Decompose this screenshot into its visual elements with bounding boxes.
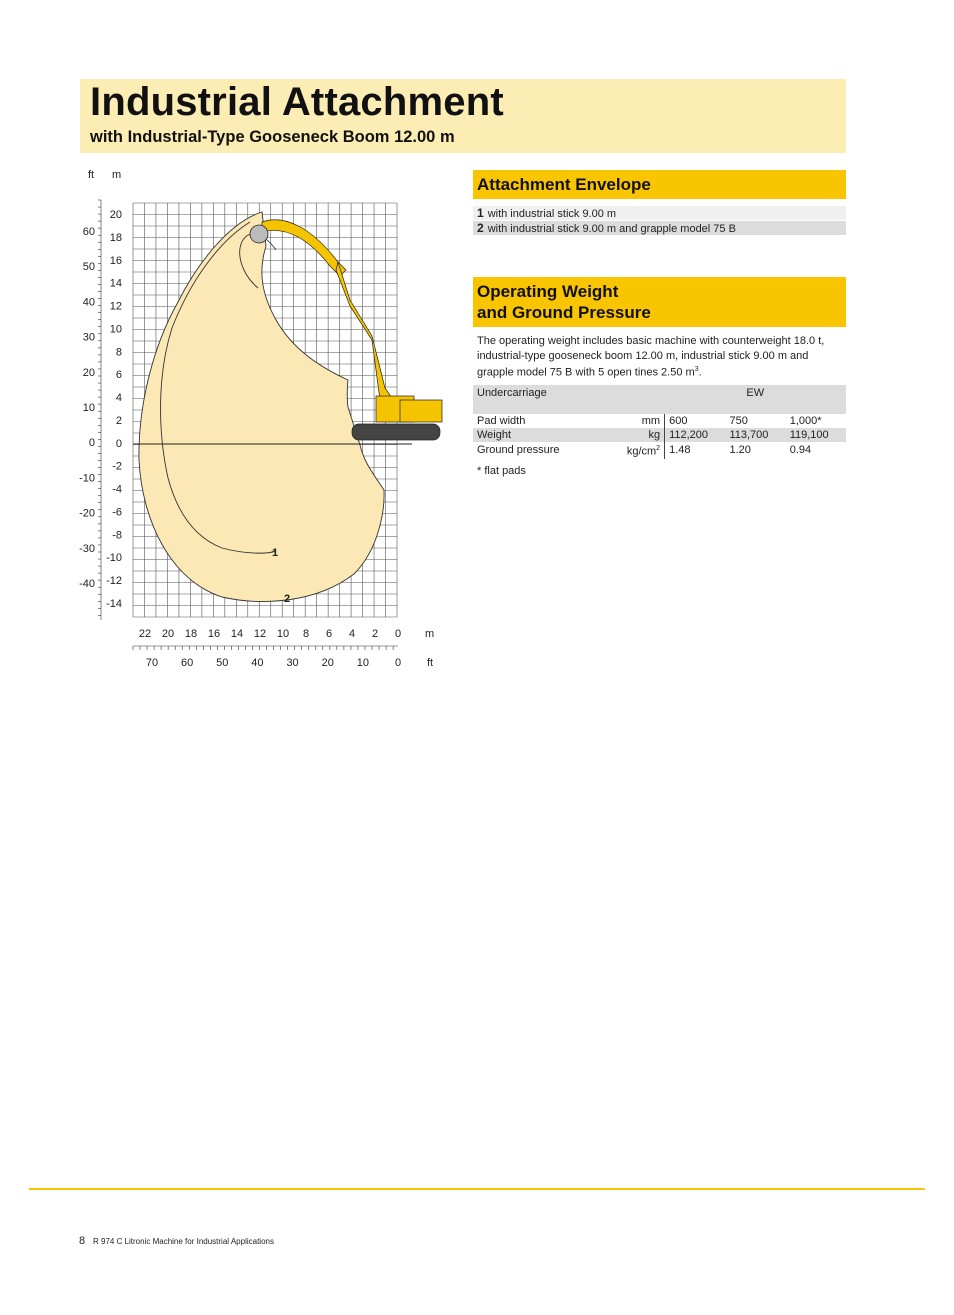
description-end: . (698, 366, 702, 379)
m-tick-label: 10 (109, 323, 122, 336)
m-tick-label: 0 (394, 628, 402, 640)
operating-description (477, 334, 837, 380)
envelope-item-number: 2 (477, 221, 484, 235)
ft-tick-label: 0 (394, 657, 402, 669)
curve-label-2: 2 (284, 593, 291, 605)
row-value: 1.48 (669, 444, 691, 457)
ft-tick-label: 40 (251, 657, 264, 669)
table-row (473, 428, 846, 442)
m-tick-label: 18 (184, 628, 198, 640)
bottom-m-unit: m (425, 628, 435, 640)
m-tick-label: 0 (115, 437, 122, 450)
envelope-item-text: with industrial stick 9.00 m and grapple model 75 B (487, 223, 736, 235)
cubic-superscript: 3 (694, 366, 699, 373)
ft-tick-label: -20 (79, 507, 95, 520)
m-tick-label: 20 (109, 209, 122, 221)
undercarriage (352, 424, 440, 440)
row-label: Pad width (477, 415, 526, 427)
m-tick-label: 14 (230, 628, 244, 640)
ft-tick-label: 10 (356, 657, 369, 669)
ft-tick-label: 30 (286, 657, 299, 669)
ft-axis-unit: ft (88, 169, 95, 181)
row-value: 113,700 (725, 428, 785, 442)
ft-tick-label: 0 (88, 437, 95, 450)
m-tick-label: 12 (253, 628, 267, 640)
m-tick-label: 2 (371, 628, 379, 640)
row-label: Ground pressure (477, 444, 560, 457)
operating-weight-table (473, 385, 846, 459)
m-tick-label: -6 (112, 506, 122, 519)
row-value: 750 (729, 415, 748, 427)
m-tick-label: 4 (348, 628, 356, 640)
table-header-row (473, 385, 846, 414)
footer-document-title: R 974 C Litronic Machine for Industrial Applications (93, 1237, 274, 1246)
m-tick-label: 18 (109, 231, 122, 244)
row-unit: kg (611, 428, 665, 442)
m-tick-label: -8 (112, 529, 122, 542)
row-unit: $kg/cm^2$ (611, 442, 665, 459)
m-tick-label: 14 (109, 277, 122, 290)
grapple (250, 225, 268, 243)
m-tick-label: 12 (109, 300, 122, 313)
envelope-area-2 (139, 212, 384, 601)
ft-tick-label: 70 (145, 657, 159, 669)
footer-rule (29, 1188, 925, 1190)
ft-tick-label: 10 (82, 402, 95, 414)
m-tick-label: 20 (161, 628, 175, 640)
ft-tick-label: -40 (79, 578, 95, 590)
row-value: 600 (669, 415, 688, 427)
row-unit: mm (611, 414, 665, 428)
m-tick-label: -4 (112, 483, 122, 496)
row-value: 0.94 (789, 444, 812, 457)
table-footnote: * flat pads (477, 465, 526, 477)
envelope-item-text: with industrial stick 9.00 m (487, 208, 617, 220)
row-value: 1.20 (729, 444, 751, 457)
attachment-envelope-heading: Attachment Envelope (473, 170, 846, 199)
m-tick-label: -2 (112, 460, 122, 473)
ft-tick-label: -10 (79, 472, 95, 485)
m-tick-label: 16 (109, 254, 122, 267)
m-axis-unit: m (112, 169, 122, 181)
m-tick-label: 6 (325, 628, 333, 640)
table-row (473, 442, 846, 459)
m-tick-label: -12 (106, 575, 122, 588)
row-value: 112,200 (665, 428, 726, 442)
ft-tick-label: 20 (321, 657, 334, 669)
m-tick-label: 8 (115, 346, 122, 359)
operating-heading-line-2: and Ground Pressure (477, 303, 651, 322)
row-value: 119,100 (786, 428, 846, 442)
m-tick-label: 22 (138, 628, 152, 640)
undercarriage-header: Undercarriage (473, 385, 665, 414)
ft-tick-label: 40 (82, 296, 95, 309)
m-tick-label: 4 (115, 392, 122, 405)
page-number: 8 (79, 1235, 86, 1247)
ft-tick-label: 60 (181, 657, 194, 669)
ft-tick-label: 30 (82, 331, 95, 344)
bottom-ft-unit: ft (427, 657, 434, 669)
m-tick-label: 16 (207, 628, 221, 640)
m-tick-label: 8 (302, 628, 310, 640)
page-subtitle: with Industrial-Type Gooseneck Boom 12.00 m (90, 128, 455, 146)
operating-weight-heading (473, 277, 846, 327)
attachment-envelope-diagram (60, 165, 450, 680)
operating-description-text: The operating weight includes basic machine with counterweight 18.0 t, industrial-type gooseneck boom 12.00 m, industrial stick 9.00 m and grapple model 75 B with 5 open tines 2.50 m (477, 335, 825, 379)
curve-label-1: 1 (272, 547, 279, 559)
m-tick-label: 10 (276, 628, 290, 640)
ft-tick-label: 60 (82, 226, 95, 238)
envelope-item-1 (473, 206, 846, 220)
m-tick-label: 2 (115, 414, 122, 427)
ft-tick-label: 20 (82, 366, 95, 379)
envelope-item-number: 1 (477, 206, 484, 220)
ft-tick-label: 50 (216, 657, 229, 669)
ft-tick-label: -30 (79, 542, 95, 555)
page-title: Industrial Attachment (90, 80, 504, 124)
envelope-item-2 (473, 221, 846, 235)
m-tick-label: -14 (106, 598, 122, 610)
counterweight (400, 400, 442, 422)
ew-header: EW (665, 385, 846, 414)
row-value: 1,000* (789, 415, 822, 427)
m-tick-label: -10 (106, 552, 122, 565)
ft-tick-label: 50 (82, 261, 95, 274)
operating-heading-line-1: Operating Weight (477, 282, 619, 301)
table-row (473, 414, 846, 428)
row-label: Weight (473, 428, 611, 442)
m-tick-label: 6 (115, 369, 122, 382)
